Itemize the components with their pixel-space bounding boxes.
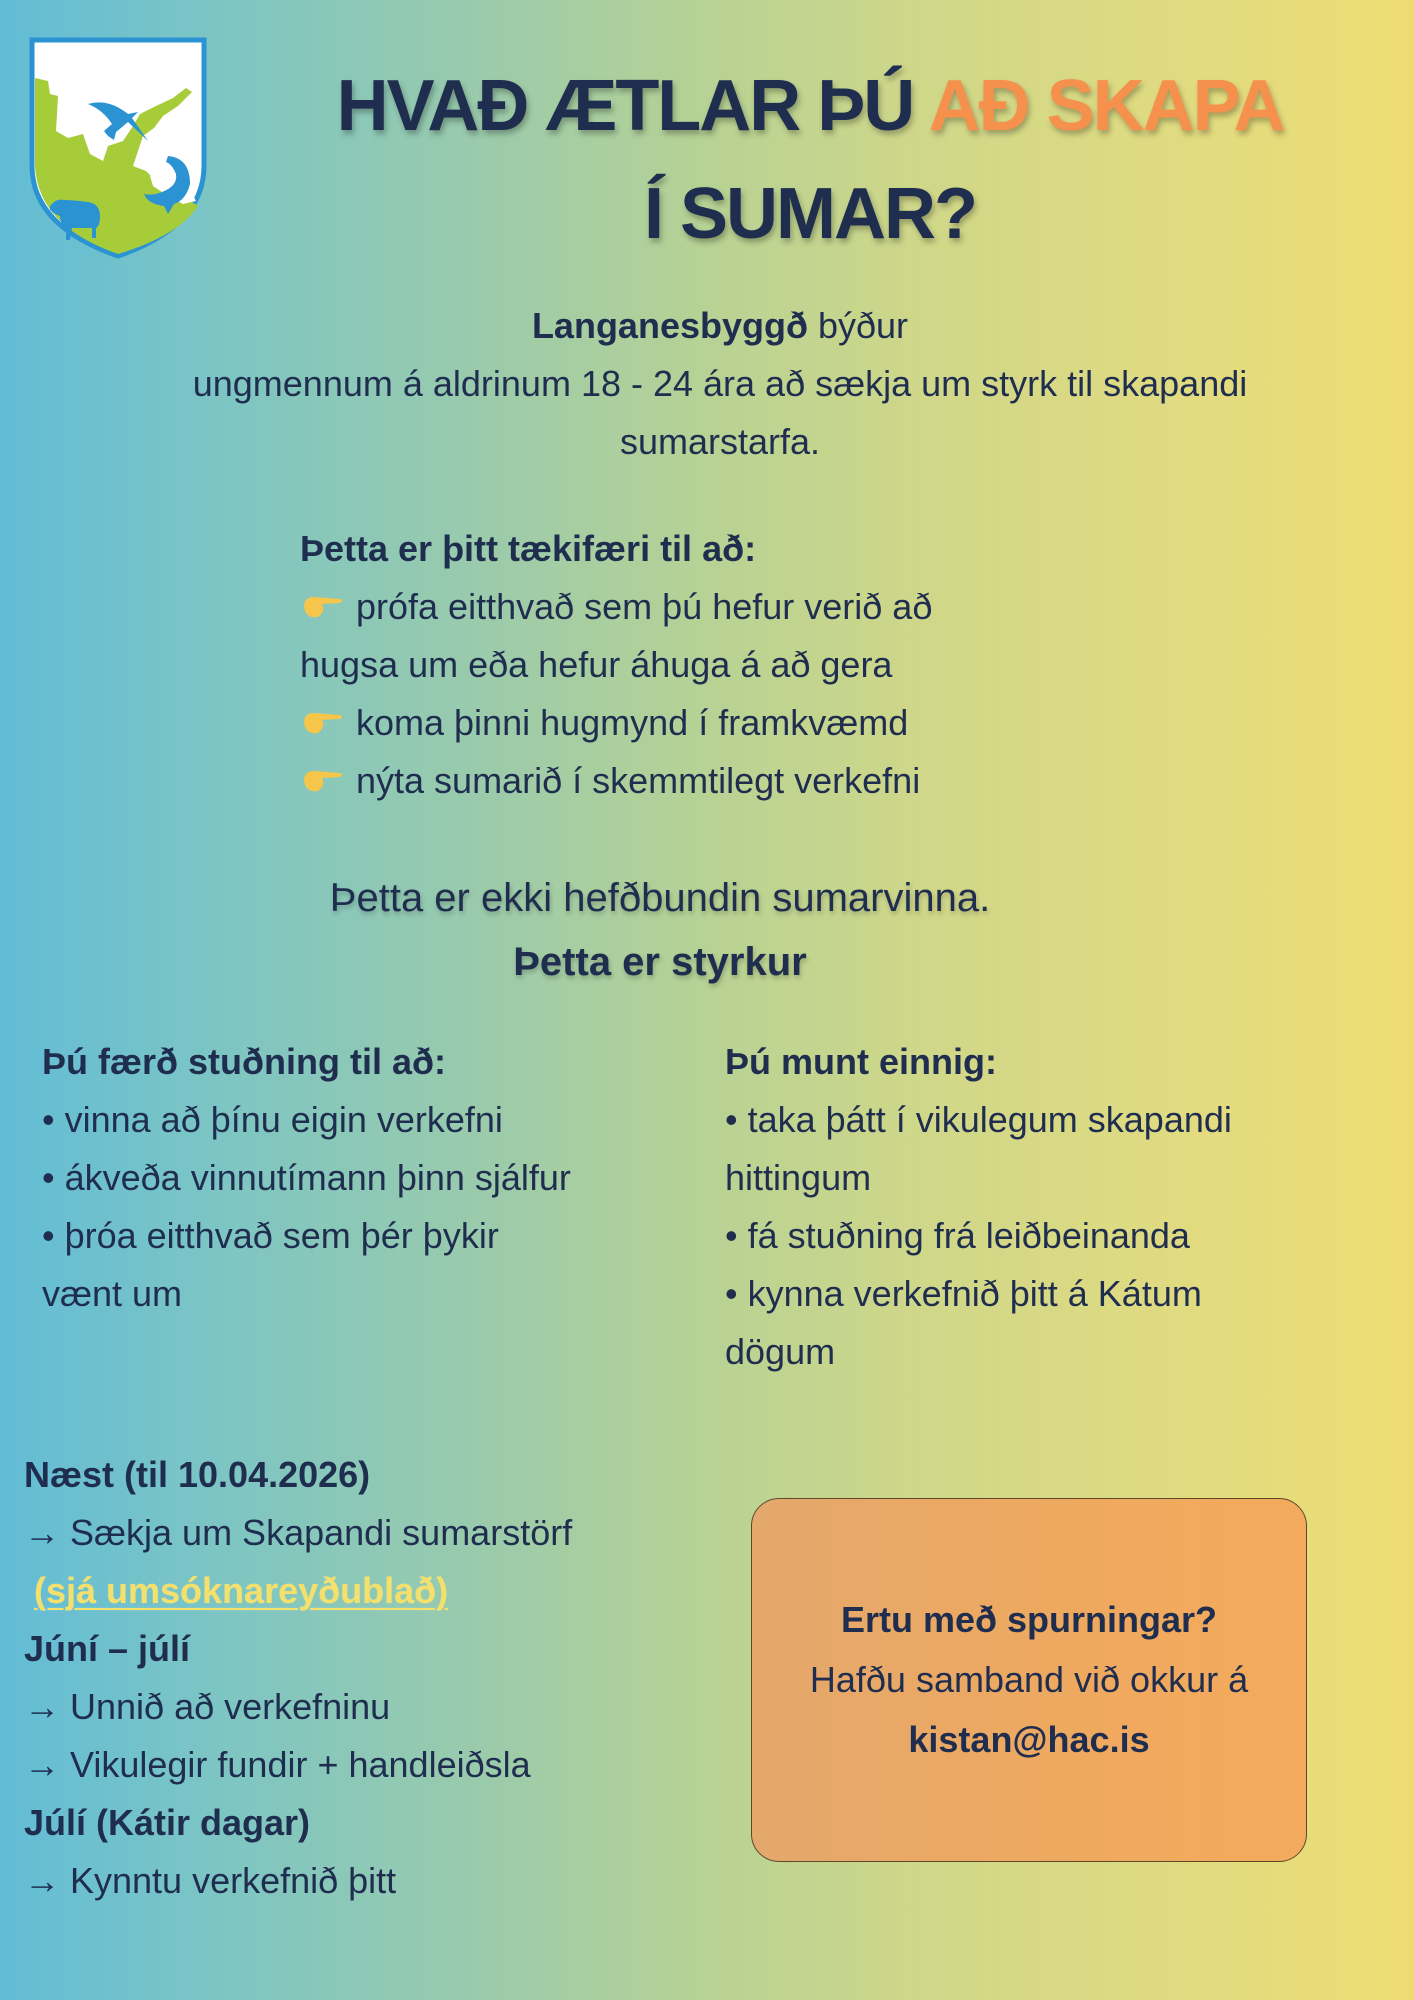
opportunity-item-text: nýta sumarið í skemmtilegt verkefni bbox=[356, 760, 921, 801]
statement-line-1: Þetta er ekki hefðbundin sumarvinna. bbox=[329, 876, 991, 920]
support-item: • vinna að þínu eigin verkefni bbox=[42, 1099, 503, 1140]
timeline-phase-3-item: → Kynntu verkefnið þitt bbox=[24, 1860, 397, 1901]
support-item-continued: vænt um bbox=[42, 1273, 183, 1314]
also-item-continued: hittingum bbox=[725, 1157, 872, 1198]
also-heading: Þú munt einnig: bbox=[725, 1041, 997, 1082]
support-column bbox=[42, 1033, 702, 1323]
support-item: • ákveða vinnutímann þinn sjálfur bbox=[42, 1157, 571, 1198]
title-accent-text: AÐ SKAPA bbox=[928, 66, 1284, 146]
timeline-section bbox=[24, 1446, 724, 1910]
opportunity-item-text: prófa eitthvað sem þú hefur verið að bbox=[356, 586, 933, 627]
opportunity-section bbox=[300, 520, 1200, 810]
contact-question: Ertu með spurningar? bbox=[840, 1599, 1218, 1640]
pointing-hand-icon bbox=[300, 591, 346, 621]
page-title bbox=[220, 52, 1400, 268]
opportunity-item-text: koma þinni hugmynd í framkvæmd bbox=[356, 702, 909, 743]
page-title-line-1 bbox=[220, 52, 1400, 160]
intro-line-2: ungmennum á aldrinum 18 - 24 ára að sækja um styrk til skapandi bbox=[192, 363, 1248, 404]
also-item: • kynna verkefnið þitt á Kátum bbox=[725, 1273, 1202, 1314]
intro-paragraph bbox=[60, 297, 1380, 471]
contact-email-link[interactable]: kistan@hac.is bbox=[908, 1719, 1150, 1760]
opportunity-item-continued: hugsa um eða hefur áhuga á að gera bbox=[300, 644, 893, 685]
also-item: • fá stuðning frá leiðbeinanda bbox=[725, 1215, 1190, 1256]
support-heading: Þú færð stuðning til að: bbox=[42, 1041, 446, 1082]
page-title-line-2: Í SUMAR? bbox=[644, 174, 976, 254]
title-main-text: HVAÐ ÆTLAR ÞÚ bbox=[336, 66, 914, 146]
application-form-link[interactable]: (sjá umsóknareyðublað) bbox=[34, 1570, 449, 1611]
opportunity-heading: Þetta er þitt tækifæri til að: bbox=[300, 528, 757, 569]
timeline-phase-1-item: → Sækja um Skapandi sumarstörf bbox=[24, 1512, 573, 1553]
timeline-phase-1-heading: Næst (til 10.04.2026) bbox=[24, 1454, 371, 1495]
coat-of-arms-logo bbox=[28, 36, 208, 260]
also-item-continued: dögum bbox=[725, 1331, 836, 1372]
contact-box bbox=[751, 1498, 1307, 1862]
intro-line-1 bbox=[60, 297, 1380, 355]
pointing-hand-icon bbox=[300, 765, 346, 795]
timeline-phase-2-heading: Júní – júlí bbox=[24, 1628, 191, 1669]
timeline-phase-3-heading: Júlí (Kátir dagar) bbox=[24, 1802, 311, 1843]
opportunity-item bbox=[300, 578, 1200, 636]
pointing-hand-icon bbox=[300, 707, 346, 737]
also-item: • taka þátt í vikulegum skapandi bbox=[725, 1099, 1232, 1140]
statement-section bbox=[160, 866, 1160, 994]
support-item: • þróa eitthvað sem þér þykir bbox=[42, 1215, 499, 1256]
timeline-phase-2-item: → Unnið að verkefninu bbox=[24, 1686, 391, 1727]
intro-line-3: sumarstarfa. bbox=[619, 421, 821, 462]
timeline-phase-2-item: → Vikulegir fundir + handleiðsla bbox=[24, 1744, 531, 1785]
opportunity-item bbox=[300, 694, 1200, 752]
also-column bbox=[725, 1033, 1395, 1381]
contact-instruction: Hafðu samband við okkur á bbox=[809, 1659, 1249, 1700]
statement-line-2: Þetta er styrkur bbox=[513, 940, 807, 984]
intro-verb: býður bbox=[817, 305, 909, 346]
opportunity-item bbox=[300, 752, 1200, 810]
organization-name: Langanesbyggð bbox=[531, 305, 808, 346]
